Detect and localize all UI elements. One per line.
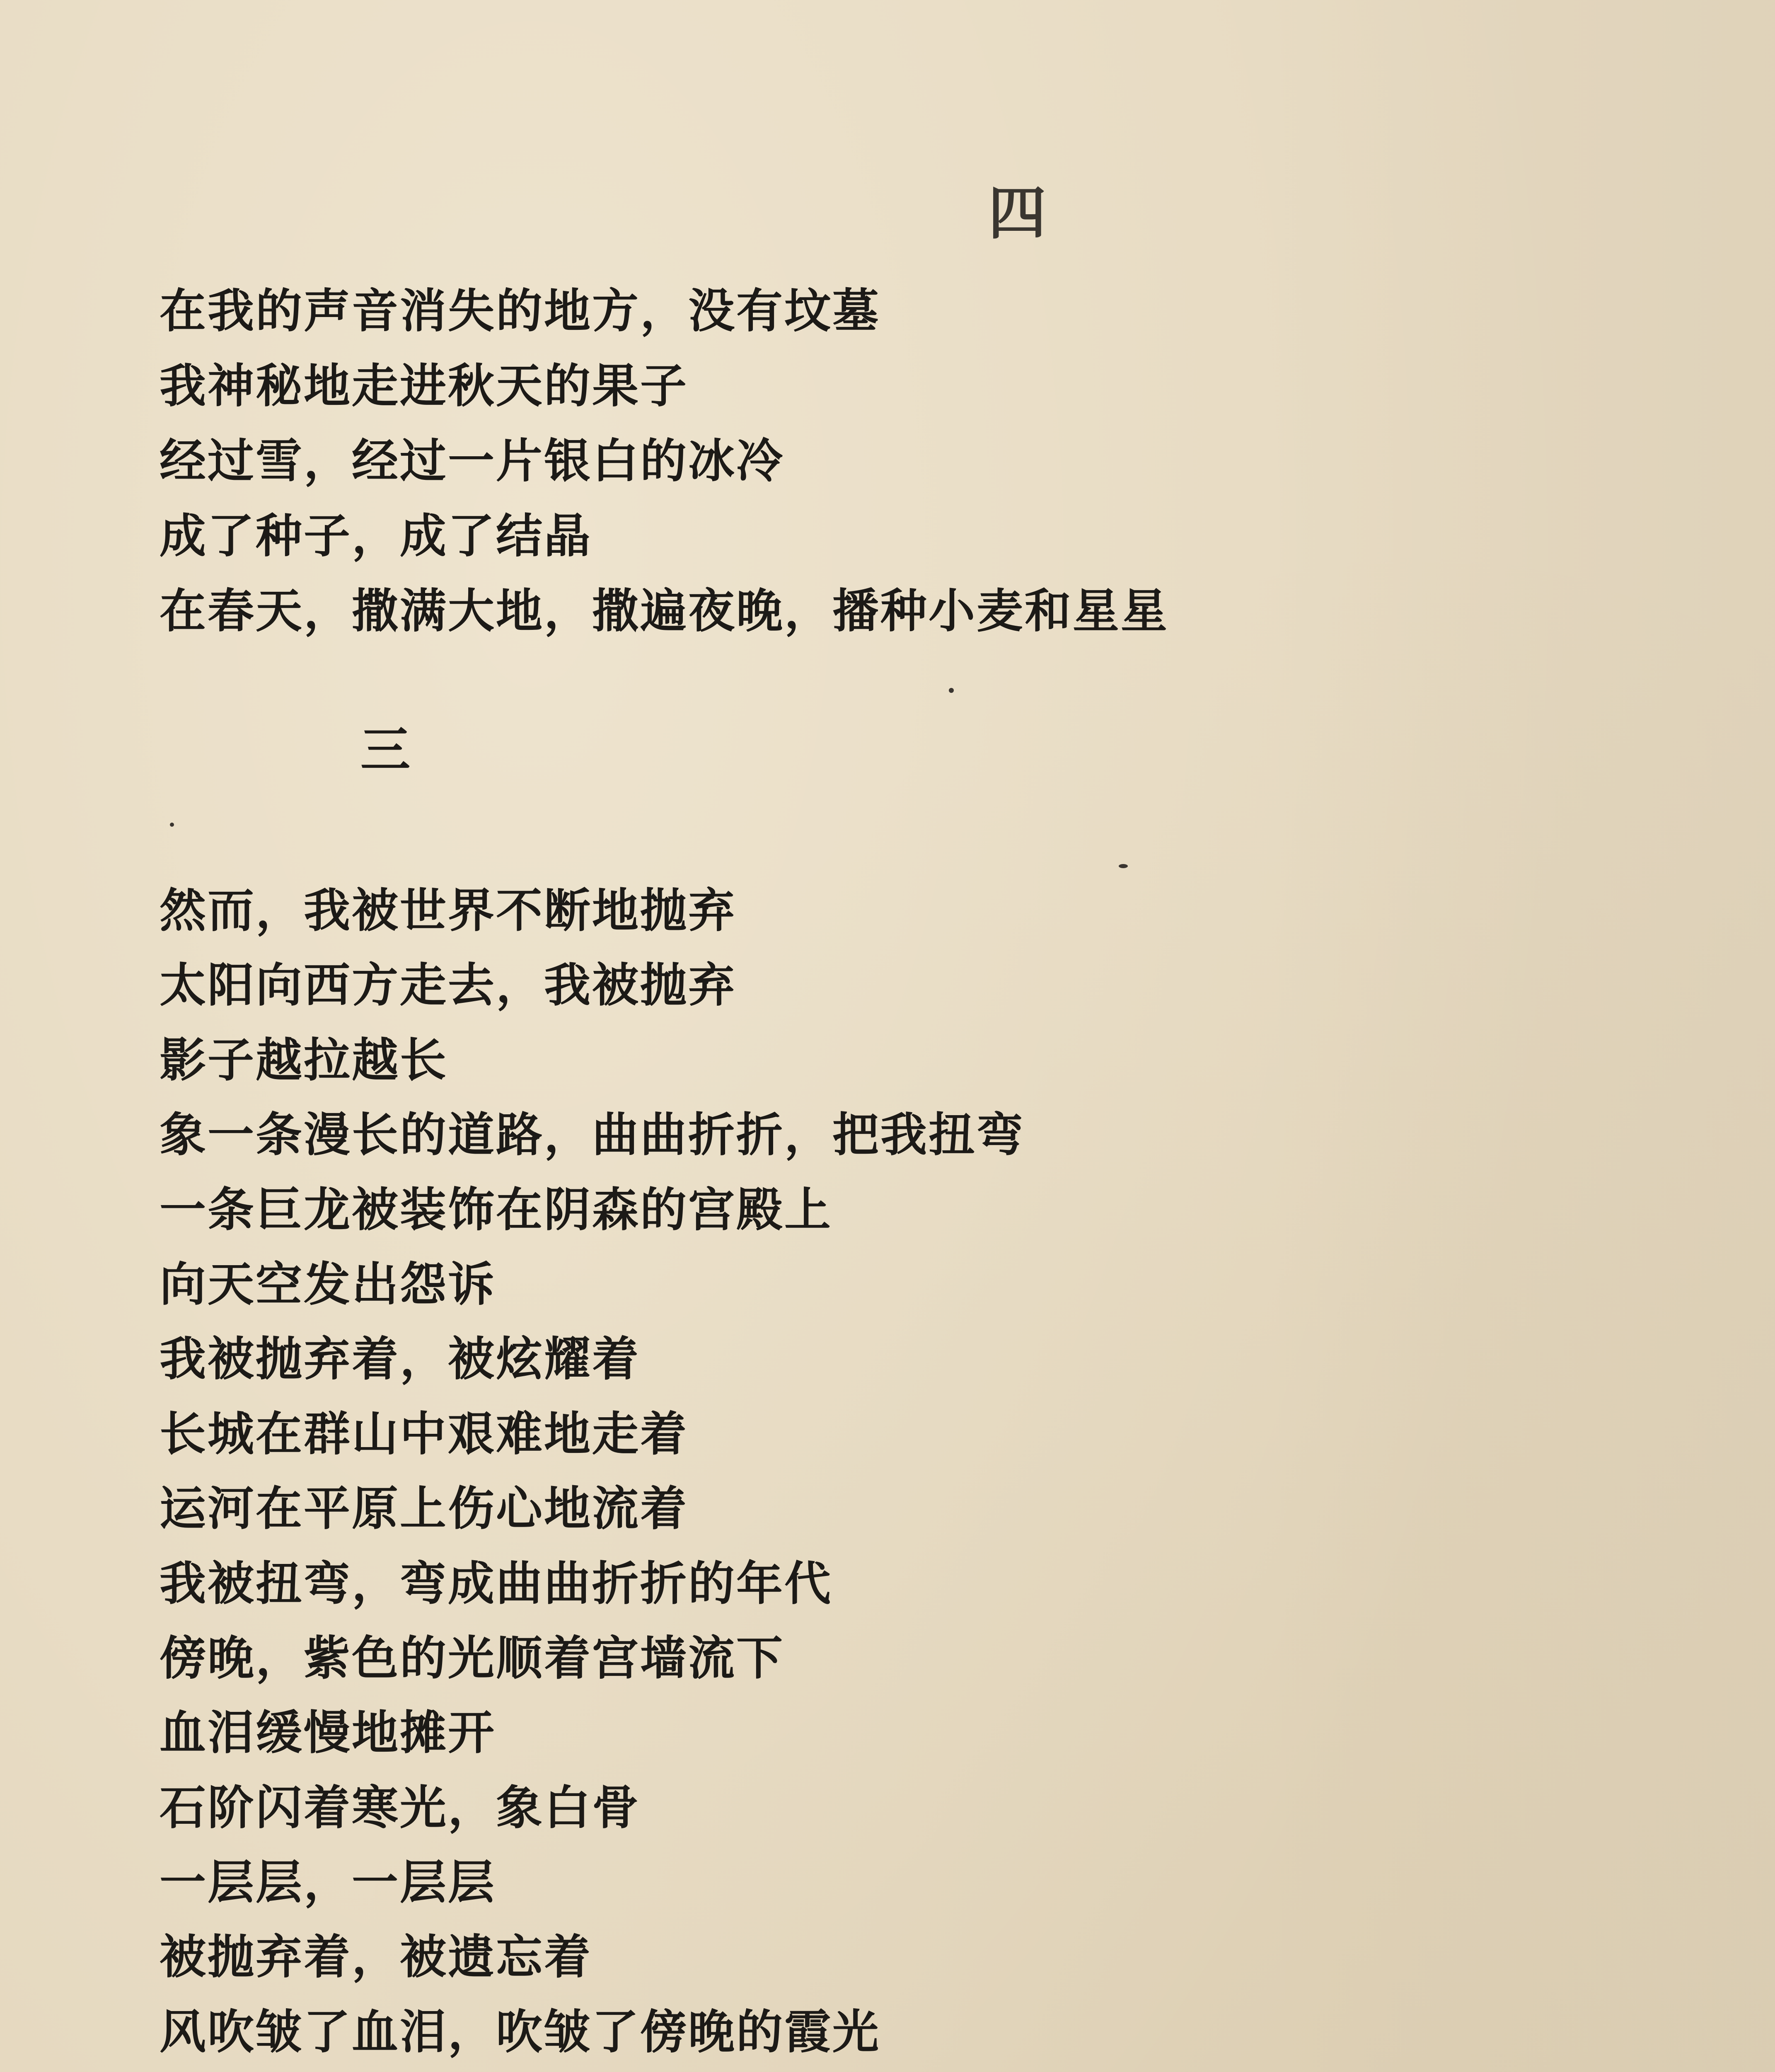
- stanza-2: [160, 874, 1025, 2072]
- poem-line: 一条巨龙被装饰在阴森的宫殿上: [160, 1182, 832, 1237]
- poem-line: 向天空发出怨诉: [160, 1257, 496, 1312]
- poem-line: 影子越拉越长: [160, 1033, 448, 1087]
- poem-line: 成了种子，成了结晶: [160, 509, 592, 563]
- poem-line: 在我的声音消失的地方，没有坟墓: [160, 284, 880, 338]
- poem-line: 被抛弃着，被遗忘着: [160, 1930, 592, 1985]
- bleed-through-shadow: [1257, 0, 1775, 2072]
- poem-line: 太阳向西方走去，我被抛弃: [160, 958, 736, 1013]
- section-numeral: 三: [360, 721, 410, 779]
- poem-line: 我被抛弃着，被炫耀着: [160, 1332, 640, 1387]
- ink-speck: [1119, 864, 1128, 868]
- poem-line: 在春天，撒满大地，撒遍夜晚，播种小麦和星星: [160, 584, 1169, 638]
- ink-speck: [170, 823, 174, 827]
- poem-line: 风吹皱了血泪，吹皱了傍晚的霞光: [160, 2004, 880, 2059]
- poem-line: 运河在平原上伤心地流着: [160, 1481, 688, 1536]
- stanza-1: [160, 274, 1169, 649]
- poem-line: 石阶闪着寒光，象白骨: [160, 1780, 640, 1835]
- poem-line: 我被扭弯，弯成曲曲折折的年代: [160, 1556, 832, 1611]
- poem-line: 象一条漫长的道路，曲曲折折，把我扭弯: [160, 1108, 1025, 1162]
- ink-speck: [949, 688, 954, 693]
- poem-line: 我神秘地走进秋天的果子: [160, 359, 688, 413]
- poem-line: [160, 2070, 1025, 2072]
- poem-line: 一层层，一层层: [160, 1855, 496, 1910]
- poem-line: 然而，我被世界不断地抛弃: [160, 884, 736, 938]
- poem-line: 经过雪，经过一片银白的冰冷: [160, 434, 784, 488]
- section-mark-header: 四: [988, 179, 1047, 247]
- poem-line: 长城在群山中艰难地走着: [160, 1406, 688, 1461]
- poem-line: 傍晚，紫色的光顺着宫墙流下: [160, 1631, 784, 1685]
- poem-line: 血泪缓慢地摊开: [160, 1706, 496, 1760]
